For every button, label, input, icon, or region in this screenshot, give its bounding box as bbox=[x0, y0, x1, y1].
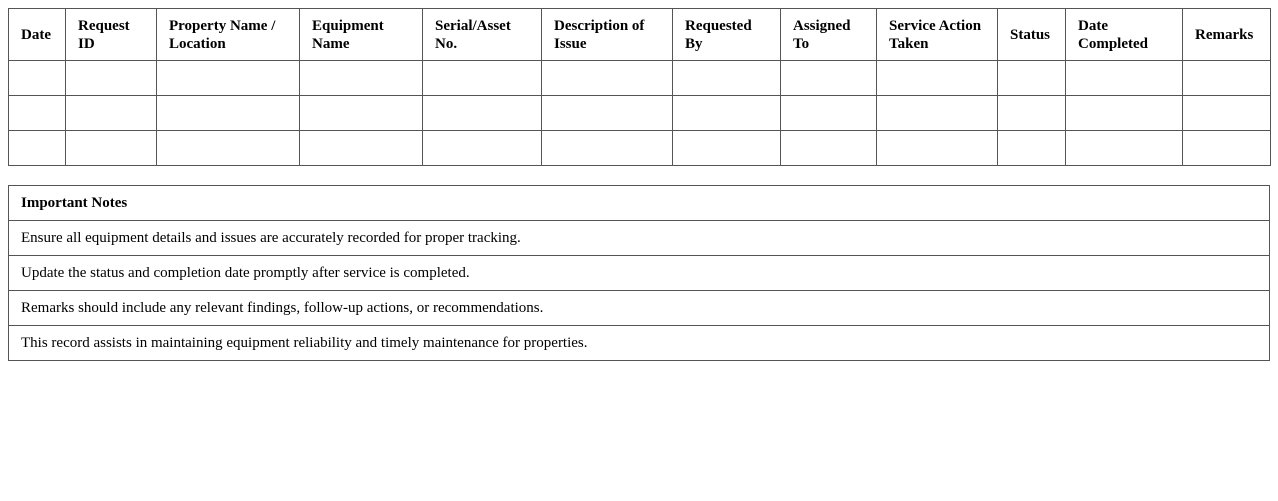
table-cell[interactable] bbox=[1183, 131, 1271, 166]
table-cell[interactable] bbox=[673, 96, 781, 131]
table-cell[interactable] bbox=[66, 61, 157, 96]
table-header-row bbox=[9, 9, 1271, 61]
table-cell[interactable] bbox=[423, 96, 542, 131]
equipment-service-log-table bbox=[8, 8, 1271, 166]
column-header-equipment-name: Equipment Name bbox=[300, 9, 423, 61]
table-cell[interactable] bbox=[9, 131, 66, 166]
table-cell[interactable] bbox=[998, 131, 1066, 166]
table-cell[interactable] bbox=[1066, 96, 1183, 131]
table-cell[interactable] bbox=[542, 61, 673, 96]
table-cell[interactable] bbox=[877, 131, 998, 166]
column-header-property-location: Property Name / Location bbox=[157, 9, 300, 61]
table-cell[interactable] bbox=[542, 96, 673, 131]
table-cell[interactable] bbox=[66, 96, 157, 131]
notes-header-row bbox=[9, 186, 1270, 221]
column-header-assigned-to: Assigned To bbox=[781, 9, 877, 61]
table-cell[interactable] bbox=[157, 96, 300, 131]
table-cell[interactable] bbox=[157, 61, 300, 96]
column-header-serial-asset-no: Serial/Asset No. bbox=[423, 9, 542, 61]
table-cell[interactable] bbox=[1066, 61, 1183, 96]
table-cell[interactable] bbox=[781, 131, 877, 166]
note-item: Update the status and completion date promptly after service is completed. bbox=[9, 256, 1270, 291]
table-cell[interactable] bbox=[877, 96, 998, 131]
column-header-service-action-taken: Service Action Taken bbox=[877, 9, 998, 61]
table-cell[interactable] bbox=[300, 131, 423, 166]
column-header-remarks: Remarks bbox=[1183, 9, 1271, 61]
table-cell[interactable] bbox=[998, 96, 1066, 131]
table-cell[interactable] bbox=[1066, 131, 1183, 166]
table-row bbox=[9, 131, 1271, 166]
table-cell[interactable] bbox=[300, 96, 423, 131]
note-row bbox=[9, 221, 1270, 256]
table-cell[interactable] bbox=[1183, 61, 1271, 96]
column-header-description-of-issue: Description of Issue bbox=[542, 9, 673, 61]
important-notes-table bbox=[8, 185, 1270, 361]
column-header-date: Date bbox=[9, 9, 66, 61]
table-cell[interactable] bbox=[1183, 96, 1271, 131]
table-body bbox=[9, 61, 1271, 166]
note-item: Ensure all equipment details and issues are accurately recorded for proper tracking. bbox=[9, 221, 1270, 256]
table-row bbox=[9, 96, 1271, 131]
table-cell[interactable] bbox=[781, 96, 877, 131]
table-cell[interactable] bbox=[423, 131, 542, 166]
table-cell[interactable] bbox=[9, 61, 66, 96]
table-cell[interactable] bbox=[9, 96, 66, 131]
table-cell[interactable] bbox=[673, 131, 781, 166]
note-row bbox=[9, 256, 1270, 291]
table-cell[interactable] bbox=[66, 131, 157, 166]
column-header-requested-by: Requested By bbox=[673, 9, 781, 61]
column-header-request-id: Request ID bbox=[66, 9, 157, 61]
table-cell[interactable] bbox=[998, 61, 1066, 96]
table-cell[interactable] bbox=[673, 61, 781, 96]
table-cell[interactable] bbox=[300, 61, 423, 96]
note-item: Remarks should include any relevant findings, follow-up actions, or recommendations. bbox=[9, 291, 1270, 326]
table-cell[interactable] bbox=[877, 61, 998, 96]
table-cell[interactable] bbox=[542, 131, 673, 166]
column-header-status: Status bbox=[998, 9, 1066, 61]
table-cell[interactable] bbox=[157, 131, 300, 166]
note-item: This record assists in maintaining equipment reliability and timely maintenance for properties. bbox=[9, 326, 1270, 361]
table-row bbox=[9, 61, 1271, 96]
note-row bbox=[9, 291, 1270, 326]
note-row bbox=[9, 326, 1270, 361]
column-header-date-completed: Date Completed bbox=[1066, 9, 1183, 61]
table-cell[interactable] bbox=[423, 61, 542, 96]
table-cell[interactable] bbox=[781, 61, 877, 96]
notes-title: Important Notes bbox=[9, 186, 1270, 221]
